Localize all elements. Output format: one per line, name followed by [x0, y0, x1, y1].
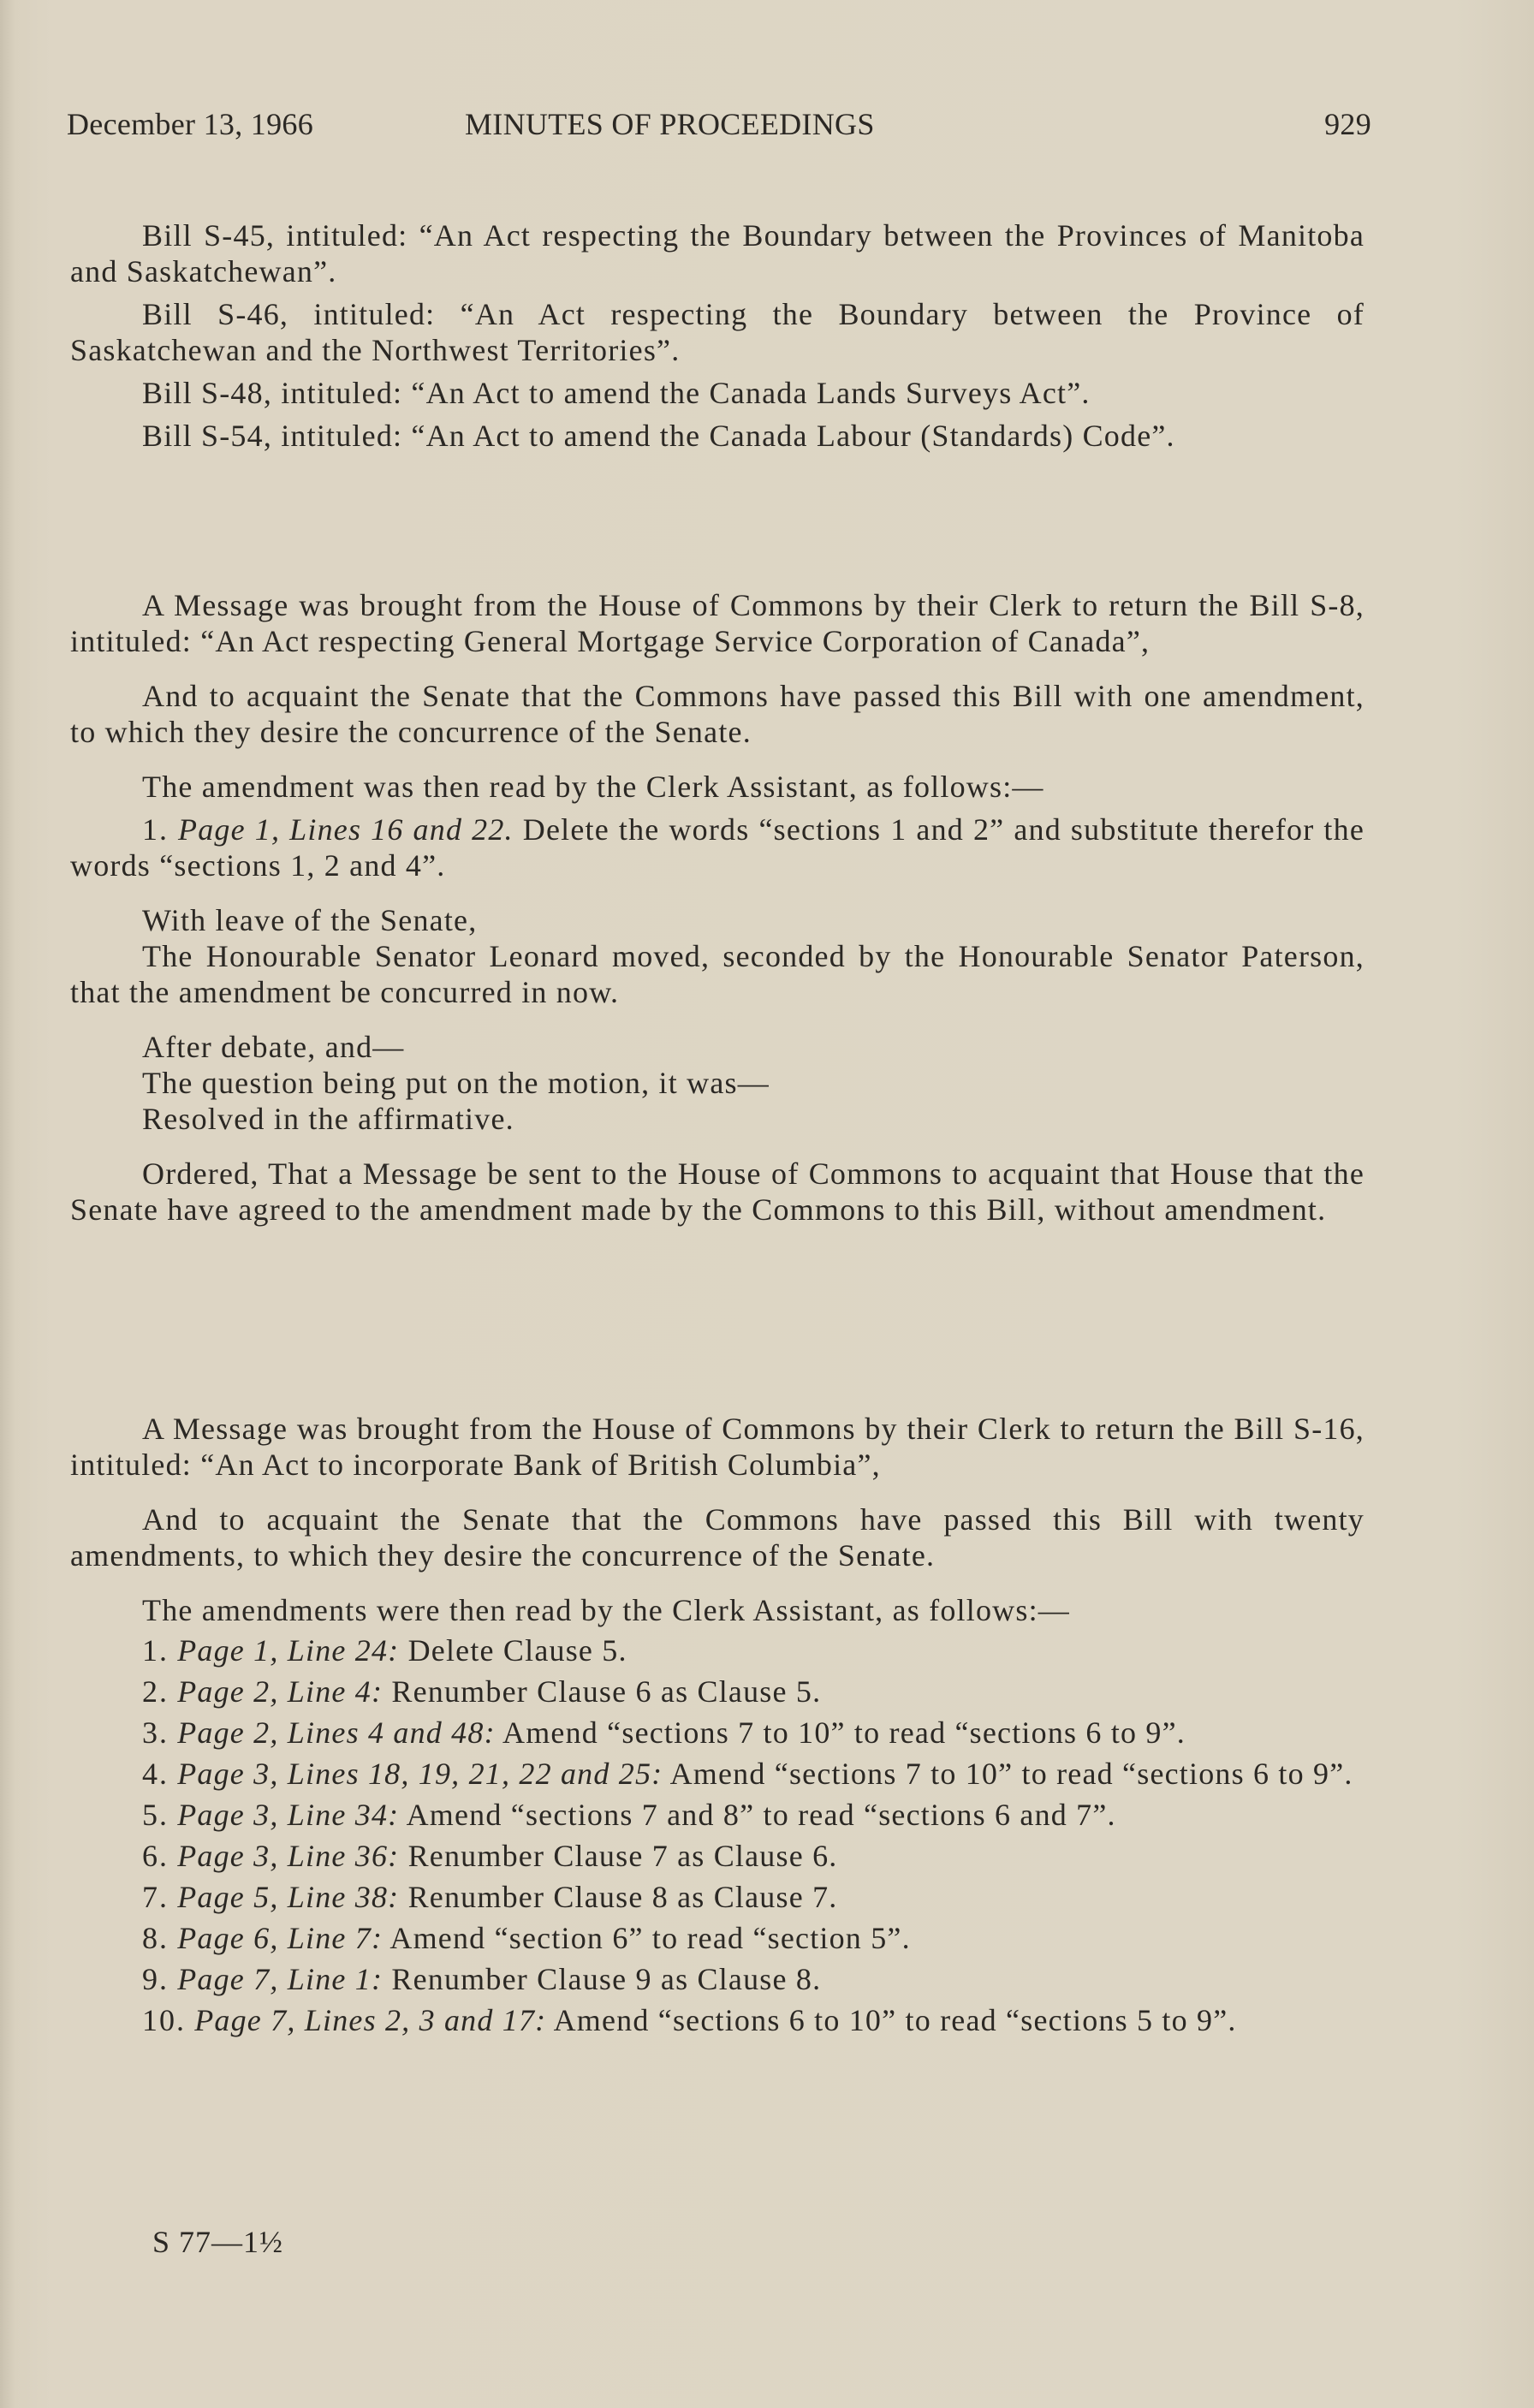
amendment-text: Amend “sections 7 to 10” to read “sections 6 to 9”. — [669, 1757, 1353, 1791]
amendment-item — [70, 2003, 1365, 2037]
message-bill-s8 — [70, 587, 1365, 1228]
message2-acquaint: And to acquaint the Senate that the Commons have passed this Bill with twenty amendments, to which they desire the concurrence of the Senate. — [70, 1502, 1365, 1573]
amendment-ref: Page 7, Lines 2, 3 and 17: — [194, 2003, 547, 2037]
amendment-number: 6. — [142, 1839, 169, 1873]
message1-amendment — [70, 812, 1365, 883]
amendment-text: Delete Clause 5. — [407, 1633, 627, 1668]
bills-list — [70, 217, 1365, 454]
amendment-text: Renumber Clause 6 as Clause 5. — [391, 1674, 822, 1709]
amendment-number: 2. — [142, 1674, 169, 1709]
message1-read: The amendment was then read by the Clerk Assistant, as follows:— — [142, 770, 1044, 804]
amendment-ref: Page 1, Lines 16 and 22. — [178, 812, 514, 847]
message-bill-s16 — [70, 1411, 1365, 2044]
question-put: The question being put on the motion, it was— — [142, 1066, 770, 1100]
amendment-item — [70, 1839, 1365, 1873]
amendments-list — [70, 1633, 1365, 2037]
amendment-ref: Page 2, Line 4: — [177, 1674, 384, 1709]
amendment-ref: Page 3, Line 34: — [177, 1798, 400, 1832]
amendment-text: Renumber Clause 8 as Clause 7. — [407, 1880, 838, 1914]
amendment-item — [70, 1715, 1365, 1750]
amendment-ref: Page 5, Line 38: — [177, 1880, 400, 1914]
message2-intro: A Message was brought from the House of Commons by their Clerk to return the Bill S-16, intituled: “An Act to incorporate Bank of British Columbia”, — [70, 1412, 1365, 1482]
amendment-text: Amend “section 6” to read “section 5”. — [389, 1921, 911, 1955]
amendment-ref: Page 1, Line 24: — [177, 1633, 400, 1668]
amendment-item — [70, 1674, 1365, 1709]
message2-read: The amendments were then read by the Clerk Assistant, as follows:— — [142, 1593, 1070, 1627]
motion-text: The Honourable Senator Leonard moved, seconded by the Honourable Senator Paterson, that the amendment be concurred in now. — [70, 939, 1365, 1009]
ordered-text: Ordered, That a Message be sent to the House of Commons to acquaint that House that the Senate have agreed to the amendment made by the Commons to this Bill, without amendment. — [70, 1156, 1365, 1227]
amendment-text: Renumber Clause 7 as Clause 6. — [407, 1839, 838, 1873]
amendment-ref: Page 7, Line 1: — [177, 1962, 384, 1996]
amendment-item — [70, 1757, 1365, 1791]
amendment-item — [70, 1880, 1365, 1914]
amendment-text: Delete the words “sections 1 and 2” and substitute therefor the words “sections 1, 2 and 4”. — [70, 812, 1365, 883]
after-debate: After debate, and— — [142, 1030, 405, 1064]
amendment-number: 1. — [142, 812, 169, 847]
amendment-number: 7. — [142, 1880, 169, 1914]
bill-s46: Bill S-46, intituled: “An Act respecting the Boundary between the Province of Saskatchewan and the Northwest Territories”. — [70, 297, 1365, 367]
resolved: Resolved in the affirmative. — [142, 1102, 514, 1136]
amendment-item — [70, 1921, 1365, 1955]
page-number: 929 — [1324, 107, 1371, 141]
amendment-number: 4. — [142, 1757, 169, 1791]
amendment-number: 3. — [142, 1715, 169, 1750]
bill-s48: Bill S-48, intituled: “An Act to amend the Canada Lands Surveys Act”. — [142, 376, 1091, 410]
running-header — [67, 106, 1371, 149]
amendment-number: 1. — [142, 1633, 169, 1668]
message1-intro: A Message was brought from the House of Commons by their Clerk to return the Bill S-8, intituled: “An Act respecting General Mortgage Service Corporation of Canada”, — [70, 588, 1365, 658]
amendment-ref: Page 3, Line 36: — [177, 1839, 400, 1873]
amendment-text: Amend “sections 7 and 8” to read “sections 6 and 7”. — [406, 1798, 1116, 1832]
leave-of-senate: With leave of the Senate, — [142, 903, 478, 937]
amendment-item — [70, 1798, 1365, 1832]
amendment-text: Amend “sections 6 to 10” to read “sections 5 to 9”. — [553, 2003, 1237, 2037]
message1-acquaint: And to acquaint the Senate that the Commons have passed this Bill with one amendment, to which they desire the concurrence of the Senate. — [70, 679, 1365, 749]
amendment-ref: Page 2, Lines 4 and 48: — [177, 1715, 496, 1750]
signature-mark: S 77—1½ — [152, 2225, 284, 2259]
amendment-number: 9. — [142, 1962, 169, 1996]
amendment-ref: Page 3, Lines 18, 19, 21, 22 and 25: — [177, 1757, 663, 1791]
header-date: December 13, 1966 — [67, 107, 314, 141]
bill-s45: Bill S-45, intituled: “An Act respecting the Boundary between the Provinces of Manitoba and Saskatchewan”. — [70, 218, 1365, 288]
amendment-item — [70, 1633, 1365, 1668]
amendment-item — [70, 1962, 1365, 1996]
amendment-text: Renumber Clause 9 as Clause 8. — [391, 1962, 822, 1996]
bill-s54: Bill S-54, intituled: “An Act to amend the Canada Labour (Standards) Code”. — [142, 419, 1175, 453]
amendment-ref: Page 6, Line 7: — [177, 1921, 384, 1955]
amendment-number: 5. — [142, 1798, 169, 1832]
amendment-text: Amend “sections 7 to 10” to read “sections 6 to 9”. — [502, 1715, 1186, 1750]
header-title: MINUTES OF PROCEEDINGS — [465, 107, 875, 141]
amendment-number: 10. — [142, 2003, 186, 2037]
amendment-number: 8. — [142, 1921, 169, 1955]
